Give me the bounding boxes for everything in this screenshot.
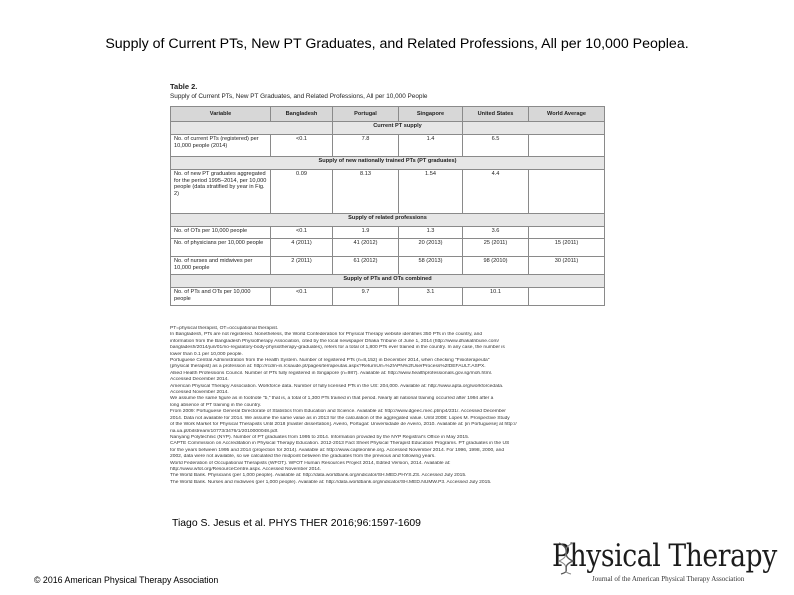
logo-tagline: Journal of the American Physical Therapy Association (592, 575, 745, 583)
table-cell: 20 (2013) (399, 239, 463, 257)
footnote-line: From 2009: Portuguese General Directorate of Statistics from Education and Science. Available at: http://www.dgeec.mec.pt/np4/231/. Accessed December (170, 409, 506, 415)
footnote-line: lower than 0.1 per 10,000 people. (170, 351, 243, 357)
table-cell: 15 (2011) (529, 239, 605, 257)
footnote-line: http://www.wfot.org/ResourceCentre.aspx. Accessed November 2014. (170, 466, 322, 472)
footnote-line: The World Bank. Physicians (per 1,000 people). Available at: http://data.worldbank.org/indicator/SH.MED.PHYS.ZS. Accessed July 2015. (170, 473, 467, 479)
footnote-line: The World Bank. Nurses and midwives (per 1,000 people). Available at: http://data.worldbank.org/indicator/SH.MED.NUMW.P3. Accessed July 2015. (170, 479, 492, 485)
article-citation: Tiago S. Jesus et al. PHYS THER 2016;96:1597-1609 (172, 518, 421, 529)
column-header: Bangladesh (271, 107, 333, 122)
table-cell: 41 (2012) (333, 239, 399, 257)
footnote-line: Accessed November 2014. (170, 390, 229, 396)
physical-therapy-logo (552, 538, 784, 586)
table-cell (529, 227, 605, 239)
footnote-line: of the Work Market for Physical Therapists Until 2018 [master dissertation]. Aveiro, Portugal: Universidade de Aveiro, 2010. Available at: [in Portuguese] at http:// (170, 422, 517, 428)
table-row (171, 239, 605, 257)
row-label: No. of new PT graduates aggregated for the period 1995–2014, per 10,000 people (data stratified by year in Fig. 2) (171, 170, 271, 214)
footnote-line: 2014. Data not available for 2014. We assume the same value as in 2013 for the calculation of the aggregated value. Until 2008: Lopes M. Prospective Study (170, 415, 510, 421)
footnote-line: 2002, data were not available, so we calculated the midpoint between the graduates from the previous and following years. (170, 454, 436, 460)
column-header: Singapore (399, 107, 463, 122)
table-cell: <0.1 (271, 135, 333, 157)
table-cell: 1.9 (333, 227, 399, 239)
table-row (171, 227, 605, 239)
footnote-line: (physical therapist) as a profession at: http://rcdm-in.rcsaude.pt/pages/terrapeutas.aspx?ReturnUrl=%2fAPN%2fUserProcess%2fDEFAULT.ASPX. (170, 364, 486, 370)
section-title: Supply of new nationally trained PTs (PT graduates) (171, 157, 605, 170)
table-cell: 7.8 (333, 135, 399, 157)
footnote-line: Allied Health Professions Council. Number of PTs fully registered in Singapore (n=987). Available at: http://www.healthprofessionals.gov.sg/moh.html. (170, 370, 493, 376)
section-row (171, 157, 605, 170)
data-table (170, 106, 605, 306)
table-caption: Supply of Current PTs, New PT Graduates, and Related Professions, All per 10,000 People (170, 93, 428, 100)
footnote-line: PT=physical therapist, OT=occupational therapist. (170, 326, 279, 331)
column-header: Portugal (333, 107, 399, 122)
table-cell (529, 288, 605, 306)
table-label: Table 2. (170, 82, 198, 91)
column-header: World Average (529, 107, 605, 122)
table-cell: 3.6 (463, 227, 529, 239)
row-label: No. of nurses and midwives per 10,000 people (171, 257, 271, 275)
section-title: Current PT supply (333, 122, 463, 135)
footnote-line: Nanyang Polytechnic (NYP). Number of PT graduates from 1995 to 2014. Information provided by the NYP Registrar's Office in May 2015. (170, 434, 470, 440)
footnote-line: Accessed December 2014. (170, 377, 229, 383)
section-row (171, 214, 605, 227)
table-cell (529, 170, 605, 214)
table-cell: 4.4 (463, 170, 529, 214)
footnote-line: We assume the same figure as in footnote "b," that is, a total of 1,300 PTs trained in that period. Nearly all national training occurred after 1994 after a (170, 396, 494, 402)
row-label: No. of current PTs (registered) per 10,000 people (2014) (171, 135, 271, 157)
table-cell: 61 (2012) (333, 257, 399, 275)
table-row (171, 257, 605, 275)
table-row (171, 135, 605, 157)
footnote-line: Portuguese Central Administration from the Health System. Number of registered PTs (n=8,152) in December 2014, when checking "Fisioterapeuta" (170, 358, 490, 364)
section-title: Supply of related professions (171, 214, 605, 227)
row-label: No. of OTs per 10,000 people (171, 227, 271, 239)
table-cell: 2 (2011) (271, 257, 333, 275)
table-cell (529, 135, 605, 157)
table-cell: 1.3 (399, 227, 463, 239)
slide-title: Supply of Current PTs, New PT Graduates, and Related Professions, All per 10,000 Peoplea. (105, 36, 689, 52)
section-row (171, 275, 605, 288)
table-cell: 6.5 (463, 135, 529, 157)
table-figure (168, 82, 608, 512)
row-label: No. of PTs and OTs per 10,000 people (171, 288, 271, 306)
table-cell: 1.54 (399, 170, 463, 214)
footnote-line: American Physical Therapy Association. Workforce data. Number of fully licensed PTs in the US: 204,000. Available at: http://www.apta.org/workforcedata. (170, 383, 504, 389)
table-row (171, 288, 605, 306)
footnote-line: World Federation of Occupational Therapists (WFOT). WFOT Human Resources Project 2014, Edited Version, 2014. Available at: (170, 460, 451, 466)
table-cell: 58 (2013) (399, 257, 463, 275)
logo-wordmark: Physical Therapy (552, 538, 777, 574)
table-cell: <0.1 (271, 227, 333, 239)
section-row (171, 122, 605, 135)
row-label: No. of physicians per 10,000 people (171, 239, 271, 257)
footnote-line: ria.ua.pt/bitstream/10773/3476/1/2010000048.pdf. (170, 428, 279, 434)
footnote-line: for the years between 1995 and 2014 (projection for 2014). Available at: http://www.capteonline.org. Accessed November 2014. For 1996, 1998, 2000, and (170, 447, 505, 453)
table-cell: 0.09 (271, 170, 333, 214)
table-cell: 10.1 (463, 288, 529, 306)
table-footnotes (170, 326, 606, 486)
footnote-line: long absence of PT training in the country. (170, 402, 262, 408)
table-header-row (171, 107, 605, 122)
section-title: Supply of PTs and OTs combined (171, 275, 605, 288)
table-cell: 25 (2011) (463, 239, 529, 257)
table-cell: 4 (2011) (271, 239, 333, 257)
helix-icon (555, 541, 577, 575)
footnote-line: bangladesh/2014/jun/01/no-regulatory-body-physiotherapy-graduates), refers for a total of 1,800 PTs ever trained in the country. In any case, the number is (170, 345, 505, 351)
footnote-line: CAPTE Commission on Accreditation in Physical Therapy Education. 2012-2013 Fact Sheet Physical Therapist Education Programs. PT graduates in the US (170, 441, 510, 447)
table-cell: <0.1 (271, 288, 333, 306)
table-cell: 1.4 (399, 135, 463, 157)
table-cell: 8.13 (333, 170, 399, 214)
column-header: United States (463, 107, 529, 122)
footnote-line: In Bangladesh, PTs are not registered. Nonetheless, the World Confederation for Physical Therapy website identifies 350 PTs in the country, and (170, 332, 483, 338)
table-cell: 98 (2010) (463, 257, 529, 275)
column-header: Variable (171, 107, 271, 122)
footnote-line: information from the Bangladesh Physiotherapy Association, cited by the local newspaper Dhaka Tribune of June 1, 2014 (http://www.dhakatribune.com/ (170, 338, 499, 344)
table-cell: 3.1 (399, 288, 463, 306)
copyright-notice: © 2016 American Physical Therapy Association (34, 575, 219, 585)
table-cell: 30 (2011) (529, 257, 605, 275)
table-row (171, 170, 605, 214)
table-cell: 9.7 (333, 288, 399, 306)
